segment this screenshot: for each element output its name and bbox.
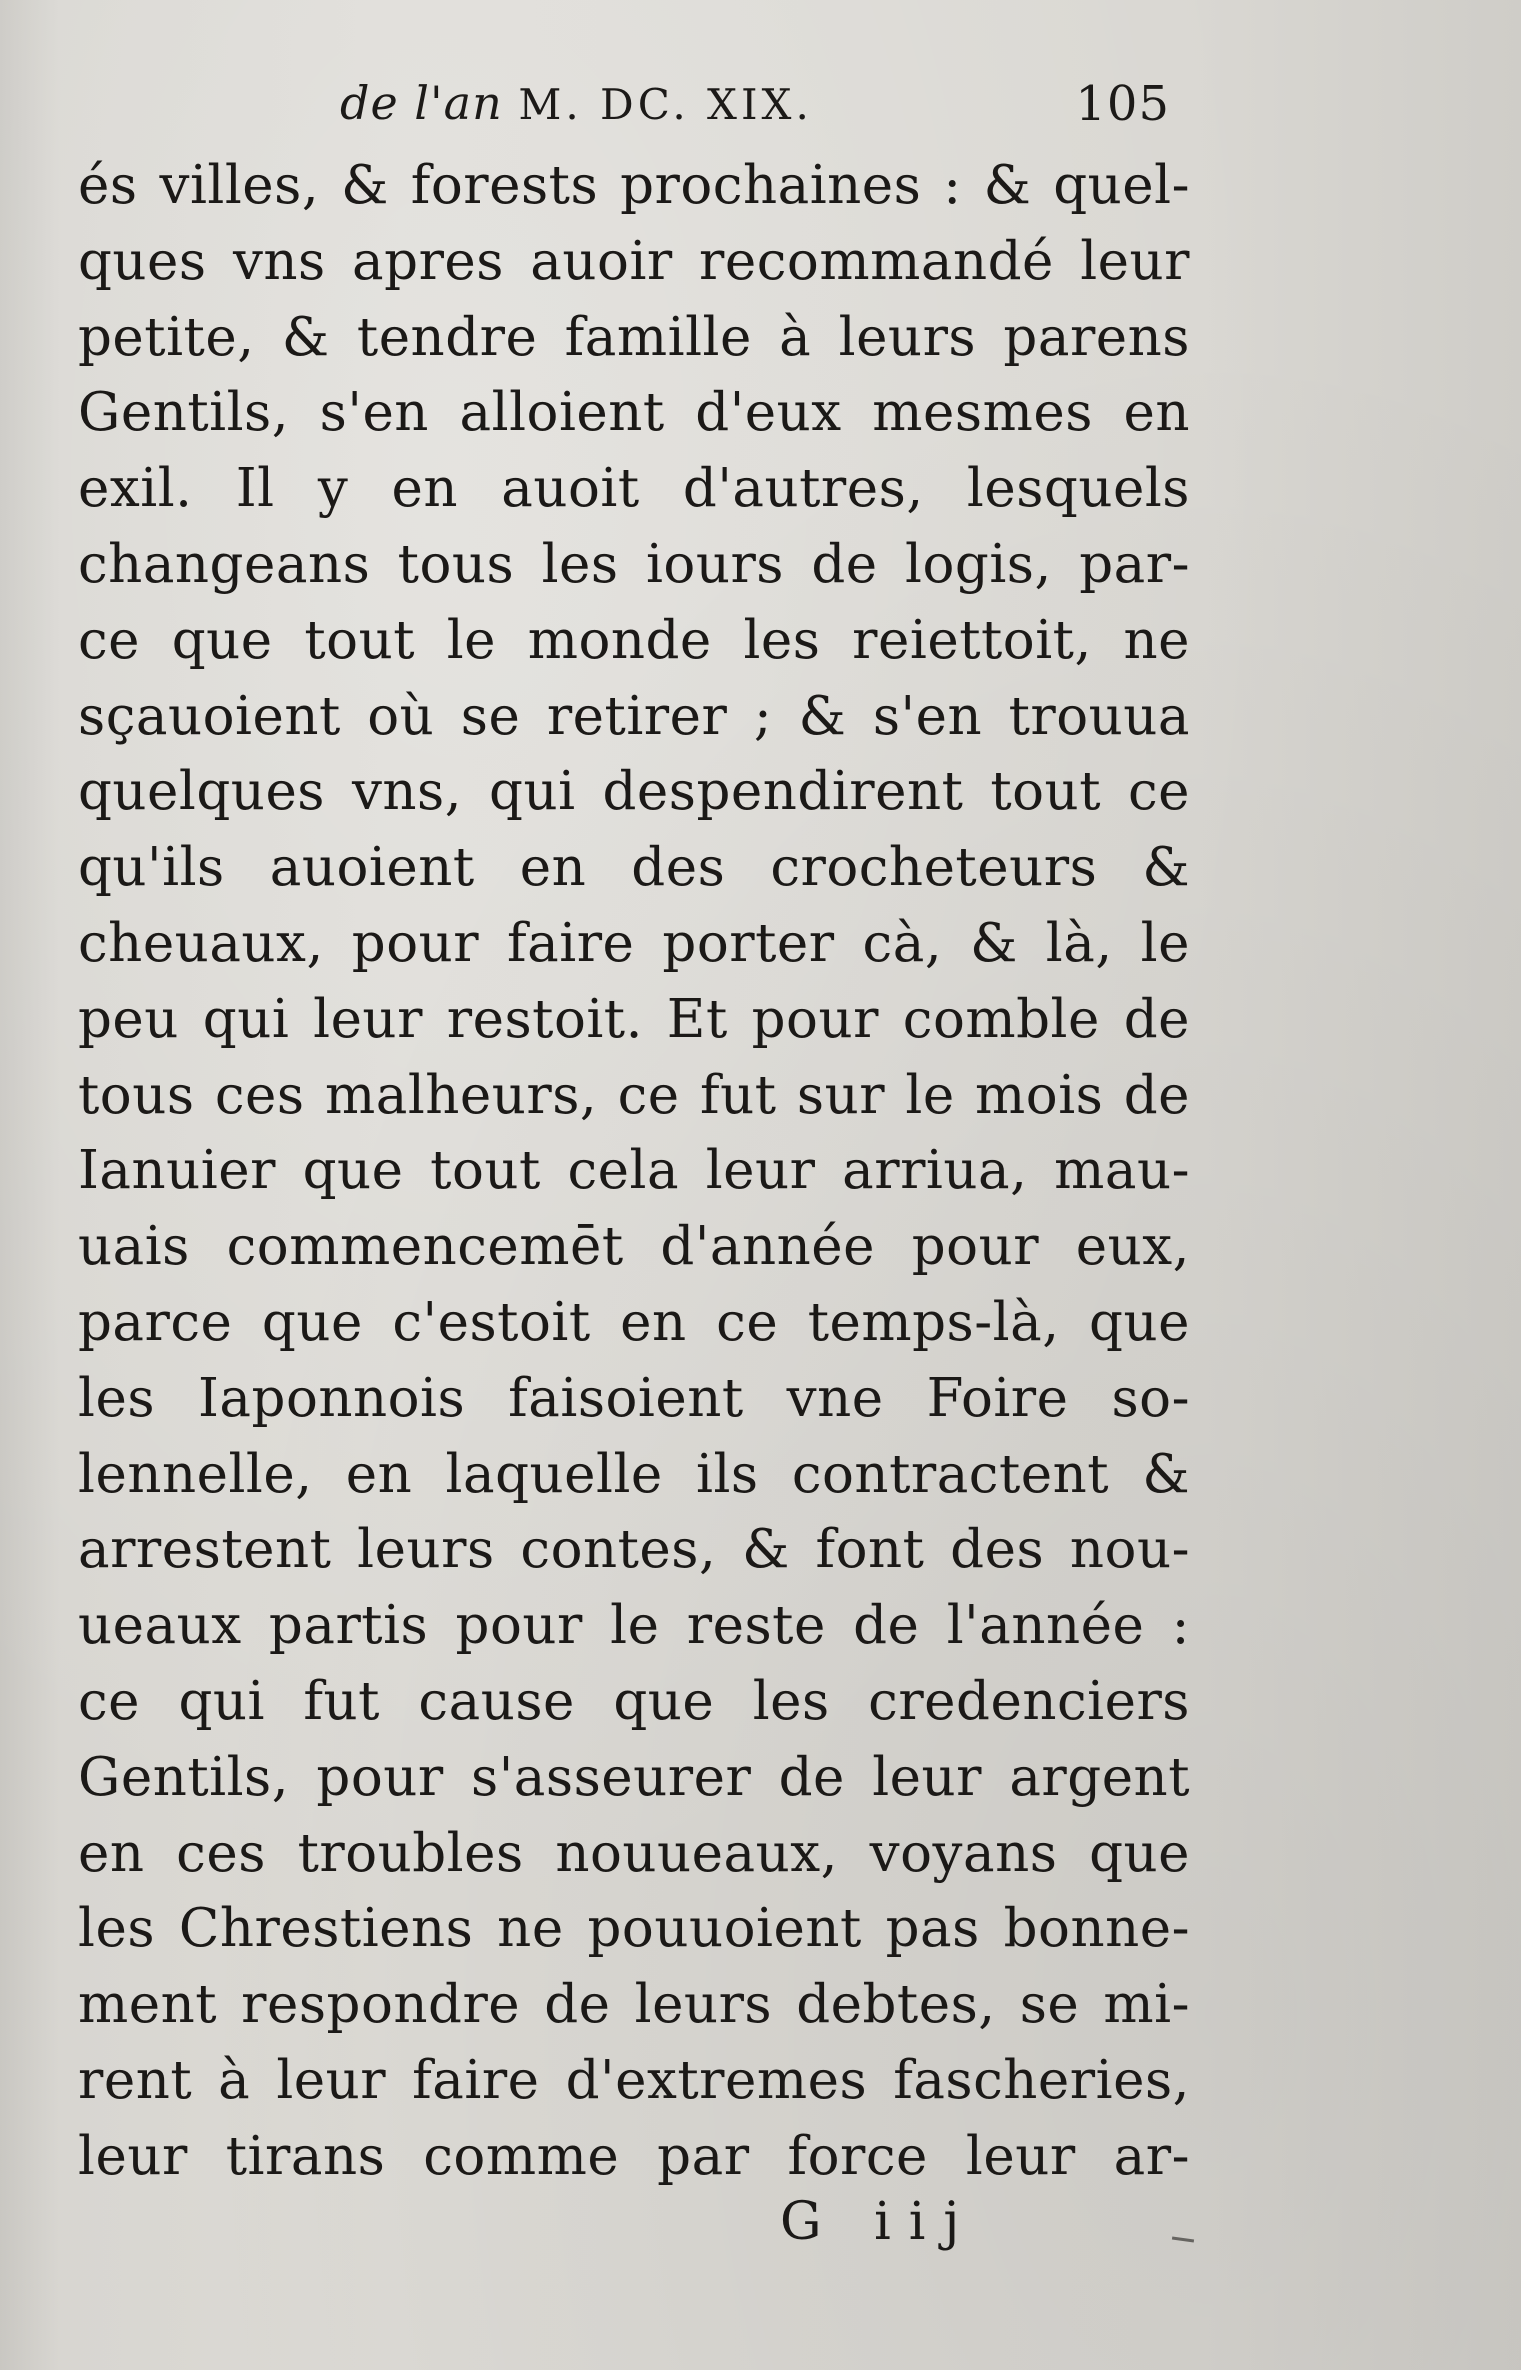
text-line: ueaux partis pour le reste de l'année :	[78, 1595, 1190, 1657]
text-line: Gentils, pour s'asseurer de leur argent	[78, 1746, 1190, 1808]
body-text	[78, 148, 1190, 2195]
text-line: peu qui leur restoit. Et pour comble de	[78, 988, 1190, 1050]
text-line: ce qui fut cause que les credenciers	[78, 1670, 1190, 1732]
text-line: les Chrestiens ne pouuoient pas bonne-	[78, 1898, 1190, 1960]
text-line: leur tirans comme par force leur ar-	[78, 2125, 1190, 2187]
text-line: qu'ils auoient en des crocheteurs &	[78, 837, 1190, 899]
text-line: és villes, & forests prochaines : & quel-	[78, 155, 1190, 216]
text-line: arrestent leurs contes, & font des nou-	[78, 1519, 1190, 1581]
signature-mark: G iij	[780, 2192, 978, 2252]
text-line: changeans tous les iours de logis, par-	[78, 533, 1190, 595]
running-title-year: M. DC. XIX.	[518, 80, 813, 129]
text-line: sçauoient où se retirer ; & s'en trouua	[78, 685, 1190, 747]
running-title-italic: de l'an	[340, 76, 503, 130]
text-line: parce que c'estoit en ce temps-là, que	[78, 1291, 1190, 1353]
text-line: uais commencemēt d'année pour eux,	[78, 1216, 1190, 1278]
text-line: cheuaux, pour faire porter cà, & là, le	[78, 912, 1190, 974]
text-line: tous ces malheurs, ce fut sur le mois de	[78, 1064, 1190, 1126]
text-line: ment respondre de leurs debtes, se mi-	[78, 1974, 1190, 2036]
text-line: ques vns apres auoir recommandé leur	[78, 230, 1190, 292]
text-line: Ianuier que tout cela leur arriua, mau-	[78, 1140, 1190, 1202]
text-line: quelques vns, qui despendirent tout ce	[78, 761, 1190, 823]
text-line: exil. Il y en auoit d'autres, lesquels	[78, 458, 1190, 520]
text-line: lennelle, en laquelle ils contractent &	[78, 1443, 1190, 1505]
page-number: 105	[1075, 76, 1170, 132]
text-line: en ces troubles nouueaux, voyans que	[78, 1822, 1190, 1884]
running-title	[340, 76, 813, 130]
text-line: les Iaponnois faisoient vne Foire so-	[78, 1367, 1190, 1429]
text-line: petite, & tendre famille à leurs parens	[78, 306, 1190, 368]
text-line: Gentils, s'en alloient d'eux mesmes en	[78, 382, 1190, 444]
ink-mark	[1172, 2236, 1194, 2242]
running-head	[340, 70, 1170, 150]
text-line: rent à leur faire d'extremes fascheries,	[78, 2049, 1190, 2111]
text-line: ce que tout le monde les reiettoit, ne	[78, 609, 1190, 671]
